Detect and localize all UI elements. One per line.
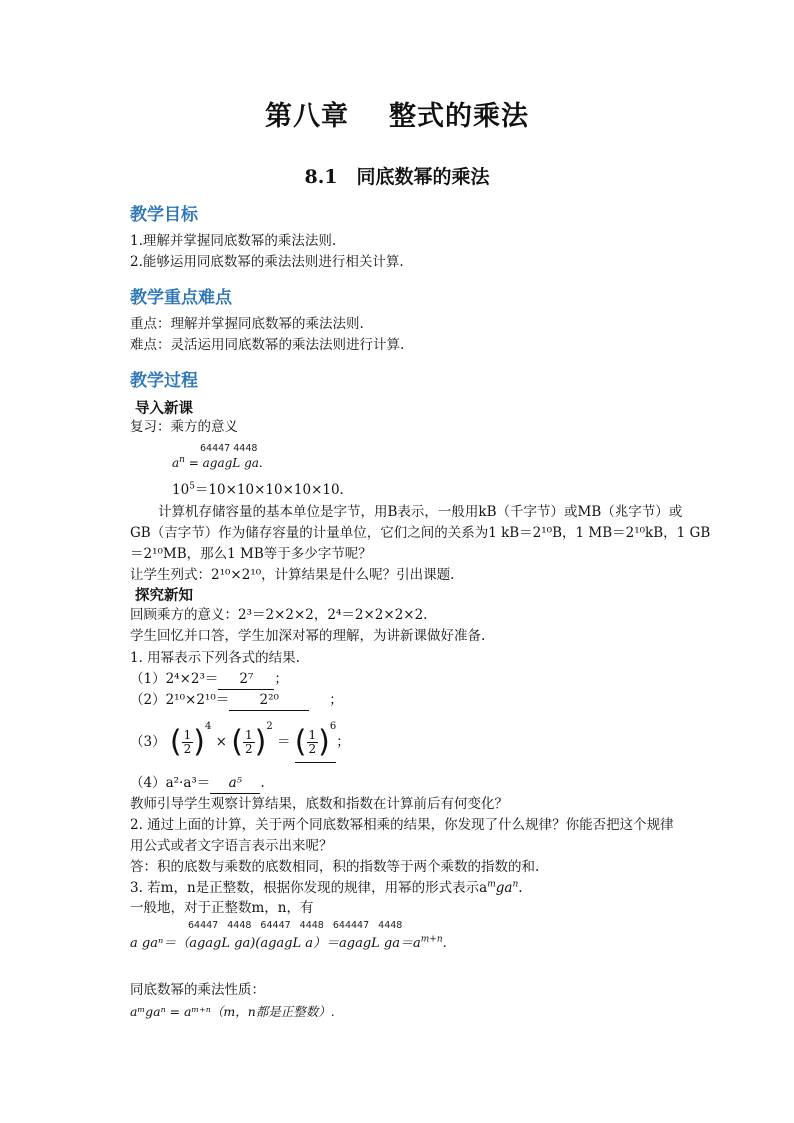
- fraction-half-3: [307, 729, 319, 756]
- exercise-3-label: （3）: [130, 734, 166, 750]
- explore-line-1: 回顾乘方的意义：2³＝2×2×2，2⁴＝2×2×2×2.: [130, 607, 428, 623]
- formula1-rhs: = agagL ga.: [184, 456, 263, 470]
- general-formula-end: .: [442, 936, 447, 951]
- general-statement: 一般地，对于正整数m，n，有: [130, 900, 314, 916]
- exercise-4-label: （4）a²·a³＝: [130, 775, 211, 791]
- question-3-tail: ga: [495, 880, 513, 896]
- review-line: 复习：乘方的意义: [130, 419, 238, 435]
- heading-keypoints: 教学重点难点: [130, 288, 232, 308]
- exercise-2-label: （2）2¹⁰×2¹⁰＝: [130, 692, 230, 708]
- exercise-3-answer: [295, 722, 336, 763]
- fraction-half-2: [243, 729, 255, 756]
- keypoint-2: 难点：灵活运用同底数幂的乘法法则进行计算.: [130, 337, 405, 353]
- fraction-denominator: 2: [244, 742, 253, 756]
- fraction-half-1: [182, 729, 194, 756]
- property-formula: aᵐgaⁿ = aᵐ⁺ⁿ（m，n都是正整数）.: [130, 1004, 335, 1019]
- question-3-exp-n: n: [512, 879, 519, 890]
- formula1-exp: n: [179, 455, 185, 465]
- example-power: [172, 480, 344, 500]
- intro-paragraph-line-4: 让学生列式：2¹⁰×2¹⁰，计算结果是什么呢？引出课题.: [130, 567, 455, 583]
- goal-2: 2.能够运用同底数幂的乘法法则进行相关计算.: [130, 254, 404, 270]
- keypoint-1: 重点：理解并掌握同底数幂的乘法法则.: [130, 316, 364, 332]
- exercise-2: [130, 690, 343, 711]
- question-2-line-1: 2. 通过上面的计算，关于两个同底数幂相乘的结果，你发现了什么规律？你能否把这个规律: [130, 817, 674, 833]
- goal-1: 1.理解并掌握同底数幂的乘法法则.: [130, 233, 337, 249]
- exercise-3-exp-3: 6: [329, 720, 337, 732]
- heading-process: 教学过程: [130, 371, 198, 391]
- fraction-numerator: 1: [183, 728, 192, 742]
- left-paren: (: [294, 724, 307, 760]
- exercise-2-end: ；: [329, 692, 343, 708]
- right-paren: ): [318, 724, 330, 760]
- times-sign: ×: [215, 734, 227, 750]
- exercise-1: [130, 669, 288, 690]
- exercise-1-end: ；: [274, 671, 288, 687]
- heading-goals: 教学目标: [130, 205, 198, 225]
- right-paren: ): [193, 724, 205, 760]
- equals-sign: ＝: [277, 734, 291, 750]
- left-paren: (: [231, 724, 243, 760]
- general-formula: [130, 934, 447, 954]
- exercise-4-end: .: [260, 775, 265, 791]
- exercise-4: [130, 773, 265, 794]
- exercise-2-answer: 2²⁰: [229, 690, 309, 711]
- right-paren: ): [254, 724, 267, 760]
- example-base: 10: [172, 482, 190, 498]
- answer-line: 答：积的底数与乘数的底数相同，积的指数等于两个乘数的指数的和.: [130, 859, 540, 875]
- fraction-numerator: 1: [308, 728, 317, 742]
- intro-paragraph-line-3: ＝2¹⁰MB，那么1 MB等于多少字节呢？: [130, 546, 372, 562]
- general-formula-exp: m+n: [420, 934, 443, 945]
- exercise-4-answer: a⁵: [210, 773, 260, 794]
- exercise-1-label: （1）2⁴×2³＝: [130, 671, 219, 687]
- section-title: 8.1 同底数幂的乘法: [304, 166, 490, 188]
- example-rhs: ＝10×10×10×10×10.: [194, 482, 344, 498]
- intro-heading: 导入新课: [135, 400, 193, 417]
- question-3: [130, 878, 523, 898]
- fraction-denominator: 2: [308, 742, 317, 756]
- left-paren: (: [169, 724, 182, 760]
- exercise-3-end: ；: [336, 734, 350, 750]
- brace-garble-1: 64447 4448: [200, 443, 258, 454]
- question-3-exp-m: m: [487, 879, 496, 890]
- question-3-end: .: [518, 880, 523, 896]
- intro-paragraph-line-1: 计算机存储容量的基本单位是字节，用B表示，一般用kB（千字节）或MB（兆字节）或: [158, 504, 683, 520]
- general-formula-text: a gaⁿ＝（agagL ga)(agagL a）＝agagL ga＝a: [130, 936, 421, 951]
- explore-line-3: 教师引导学生观察计算结果，底数和指数在计算前后有何变化？: [130, 796, 508, 812]
- property-title: 同底数幂的乘法性质：: [130, 982, 265, 998]
- exercise-3: [130, 722, 350, 763]
- chapter-title: [0, 94, 794, 133]
- intro-paragraph-line-2: GB（吉字节）作为储存容量的计量单位，它们之间的关系为1 kB＝2¹⁰B，1 MB＝2¹⁰kB，1 GB: [130, 525, 711, 541]
- fraction-numerator: 1: [244, 728, 253, 742]
- question-3-text: 3. 若m，n是正整数，根据你发现的规律，用幂的形式表示a: [130, 880, 488, 896]
- brace-garble-2: 64447 4448 64447 4448 644447 4448: [188, 920, 403, 931]
- exercise-1-answer: 2⁷: [218, 669, 274, 690]
- chapter-name: 整式的乘法: [389, 101, 529, 132]
- exercise-3-exp-2: 2: [266, 720, 273, 732]
- example-exp: 5: [189, 481, 195, 492]
- explore-line-2: 学生回忆并口答，学生加深对幂的理解，为讲新课做好准备.: [130, 628, 486, 644]
- chapter-number: 第八章: [265, 101, 349, 132]
- question-1: 1. 用幂表示下列各式的结果.: [130, 650, 300, 666]
- formula1-base: a: [172, 456, 180, 470]
- explore-heading: 探究新知: [135, 587, 193, 604]
- exercise-3-exp-1: 4: [204, 720, 212, 732]
- power-definition: [172, 453, 263, 473]
- fraction-denominator: 2: [183, 742, 192, 756]
- question-2-line-2: 用公式或者文字语言表示出来呢？: [130, 838, 333, 854]
